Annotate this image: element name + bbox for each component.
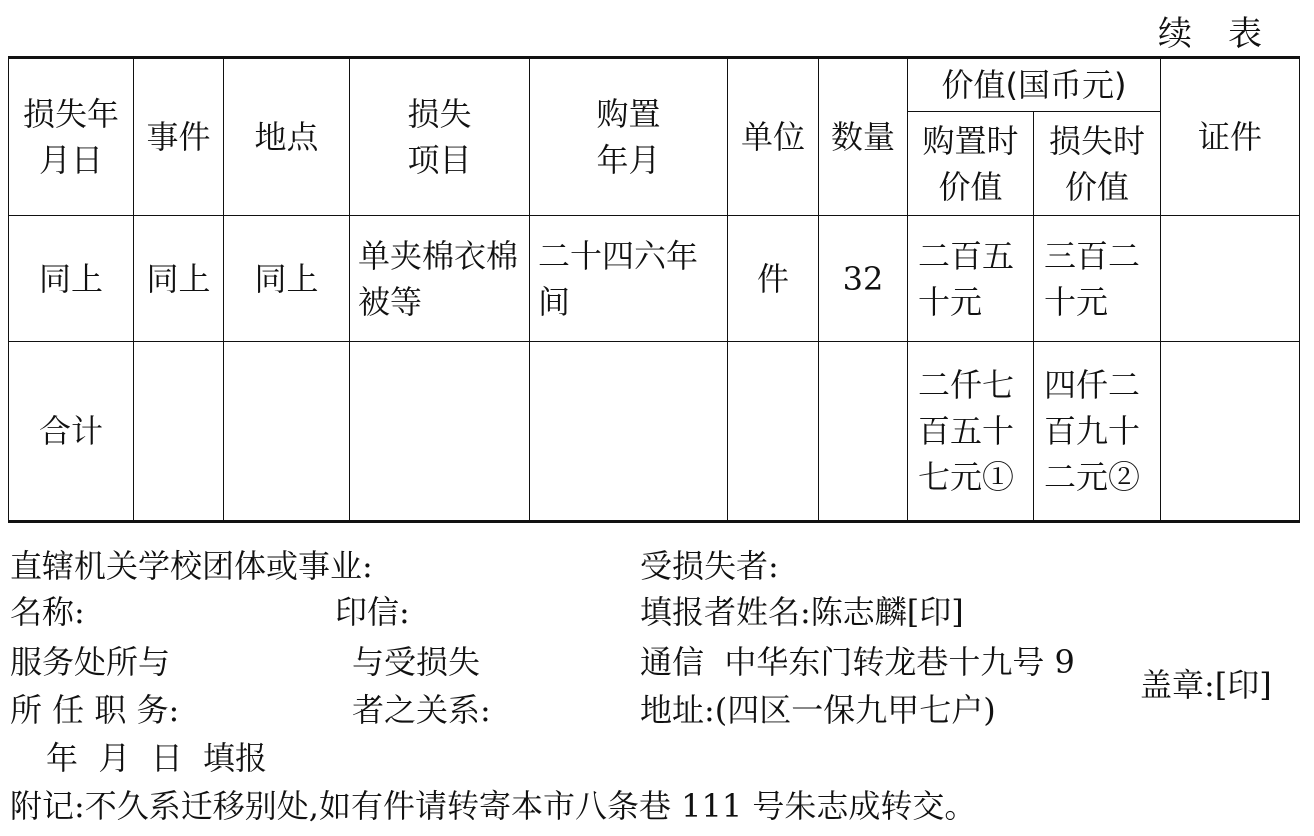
relation-line-2: 者之关系: <box>352 691 491 729</box>
cell-place: 同上 <box>224 216 350 342</box>
header-unit: 单位 <box>728 58 819 216</box>
service-line-1: 服务处所与 <box>10 643 171 681</box>
cell-unit: 件 <box>728 216 819 342</box>
header-loss-date: 损失年 月日 <box>9 58 134 216</box>
stamp-label: 盖章:[印] <box>1140 666 1272 704</box>
header-quantity: 数量 <box>819 58 908 216</box>
cell-value-at-purchase: 二百五十元 <box>908 216 1034 342</box>
continued-label: 续表 <box>1158 14 1298 54</box>
date-line: 年 月 日 填报 <box>46 739 268 777</box>
header-value-group: 价值(国币元) <box>908 58 1161 112</box>
loss-report-table <box>8 56 1300 523</box>
seal-label: 印信: <box>335 593 410 631</box>
address-value-2: (四区一保九甲七户) <box>714 691 996 729</box>
address-line-2 <box>640 691 996 729</box>
service-line-2: 所 任 职 务: <box>10 691 180 729</box>
address-value-1: 中华东门转龙巷十九号 9 <box>724 643 1075 681</box>
header-value-at-purchase: 购置时 价值 <box>908 112 1034 216</box>
relation-line-1: 与受损失 <box>352 643 481 681</box>
address-label-1: 通信 <box>640 643 705 681</box>
table-row <box>9 216 1300 342</box>
cell-total-label: 合计 <box>9 342 134 522</box>
note-line: 附记:不久系迁移别处,如有件请转寄本市八条巷 111 号朱志成转交。 <box>10 787 977 825</box>
cell-loss-date: 同上 <box>9 216 134 342</box>
cell-total-value-at-loss: 四仟二百九十二元② <box>1034 342 1161 522</box>
cell-purchase-date: 二十四六年间 <box>530 216 728 342</box>
address-line-1 <box>640 643 1075 681</box>
header-place: 地点 <box>224 58 350 216</box>
victim-label: 受损失者: <box>640 547 779 585</box>
reporter-name: 陈志麟[印] <box>810 593 964 631</box>
cell-quantity: 32 <box>819 216 908 342</box>
org-line: 直辖机关学校团体或事业: <box>10 547 373 585</box>
header-event: 事件 <box>134 58 224 216</box>
reporter-line <box>640 593 964 631</box>
cell-loss-item: 单夹棉衣棉被等 <box>350 216 530 342</box>
address-label-2: 地址: <box>640 691 715 729</box>
header-value-at-loss: 损失时 价值 <box>1034 112 1161 216</box>
cell-total-value-at-purchase: 二仟七百五十七元① <box>908 342 1034 522</box>
header-evidence: 证件 <box>1161 58 1300 216</box>
name-label: 名称: <box>10 593 85 631</box>
cell-evidence <box>1161 216 1300 342</box>
table-row-total <box>9 342 1300 522</box>
header-loss-item: 损失 项目 <box>350 58 530 216</box>
cell-value-at-loss: 三百二十元 <box>1034 216 1161 342</box>
header-purchase-date: 购置 年月 <box>530 58 728 216</box>
cell-event: 同上 <box>134 216 224 342</box>
reporter-label: 填报者姓名: <box>640 593 811 631</box>
